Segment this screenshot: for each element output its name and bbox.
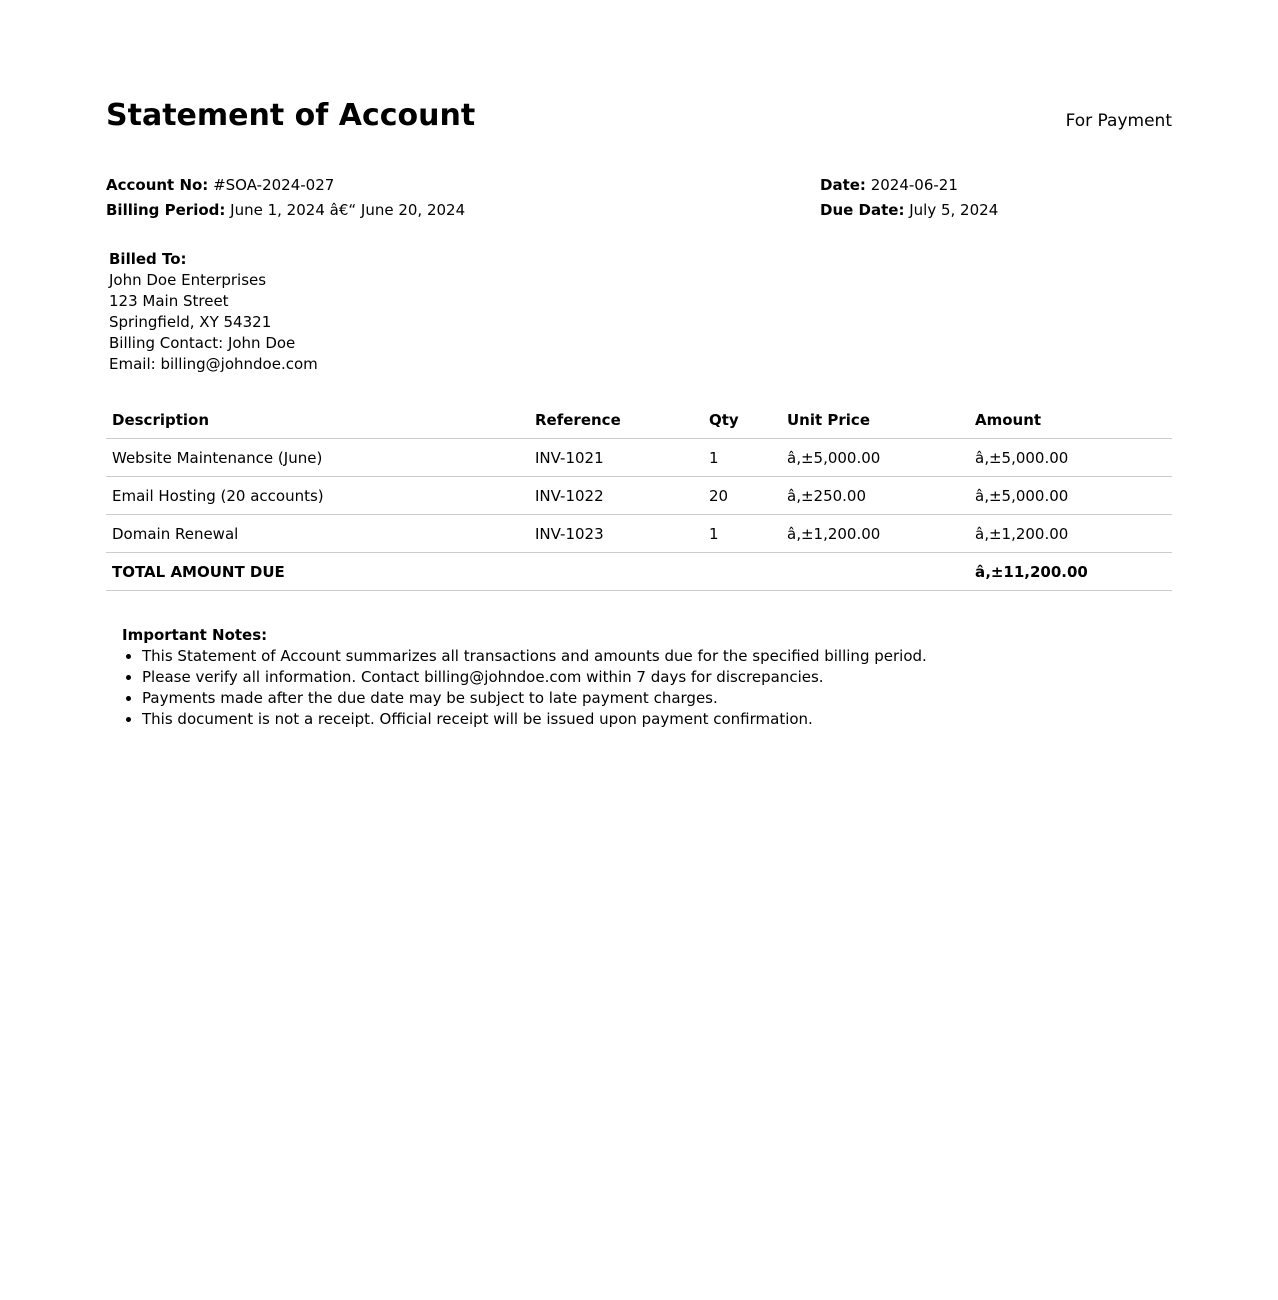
list-item: • This Statement of Account summarizes all transactions and amounts due for the specified billing period. — [142, 646, 927, 667]
billed-to-city: Springfield, XY 54321 — [109, 313, 272, 331]
list-item: • Payments made after the due date may be subject to late payment charges. — [142, 688, 927, 709]
account-meta-right — [820, 173, 998, 223]
column-header-reference: Reference — [529, 401, 703, 439]
cell-reference: INV-1023 — [529, 515, 703, 553]
table-row — [106, 439, 1172, 477]
notes-list — [122, 646, 927, 730]
table-row — [106, 515, 1172, 553]
cell-qty: 1 — [703, 515, 781, 553]
column-header-unit-price: Unit Price — [781, 401, 969, 439]
cell-qty: 1 — [703, 439, 781, 477]
list-item: • Please verify all information. Contact billing@johndoe.com within 7 days for discrepancies. — [142, 667, 927, 688]
date-label: Date: — [820, 176, 866, 194]
billed-to-email: Email: billing@johndoe.com — [109, 355, 318, 373]
list-item: • This document is not a receipt. Official receipt will be issued upon payment confirmation. — [142, 709, 927, 730]
line-items-table — [106, 401, 1172, 591]
cell-amount: â‚±1,200.00 — [969, 515, 1172, 553]
cell-description: Website Maintenance (June) — [106, 439, 529, 477]
date-value: 2024-06-21 — [870, 176, 958, 194]
cell-description: Domain Renewal — [106, 515, 529, 553]
notes-title: Important Notes: — [122, 626, 268, 644]
total-amount-due-label: TOTAL AMOUNT DUE — [106, 553, 969, 591]
column-header-description: Description — [106, 401, 529, 439]
account-meta-left — [106, 173, 465, 223]
date-row — [820, 173, 998, 198]
cell-reference: INV-1022 — [529, 477, 703, 515]
statement-header — [106, 0, 1172, 180]
table-row — [106, 477, 1172, 515]
cell-amount: â‚±5,000.00 — [969, 477, 1172, 515]
billed-to-company: John Doe Enterprises — [109, 271, 267, 289]
billing-period-row — [106, 198, 465, 223]
account-number-label: Account No: — [106, 176, 209, 194]
billing-period-label: Billing Period: — [106, 201, 226, 219]
status-label: For Payment — [1065, 111, 1172, 131]
cell-reference: INV-1021 — [529, 439, 703, 477]
column-header-qty: Qty — [703, 401, 781, 439]
cell-unit-price: â‚±5,000.00 — [781, 439, 969, 477]
billed-to-contact: Billing Contact: John Doe — [109, 334, 296, 352]
due-date-label: Due Date: — [820, 201, 905, 219]
statement-page — [106, 0, 1172, 728]
cell-amount: â‚±5,000.00 — [969, 439, 1172, 477]
column-header-amount: Amount — [969, 401, 1172, 439]
cell-description: Email Hosting (20 accounts) — [106, 477, 529, 515]
cell-unit-price: â‚±250.00 — [781, 477, 969, 515]
total-amount-due-value: â‚±11,200.00 — [969, 553, 1172, 591]
account-number-value: #SOA-2024-027 — [213, 176, 335, 194]
account-number-row — [106, 173, 465, 198]
billing-period-value: June 1, 2024 â€“ June 20, 2024 — [230, 201, 466, 219]
important-notes — [122, 625, 927, 730]
table-header-row — [106, 401, 1172, 439]
cell-unit-price: â‚±1,200.00 — [781, 515, 969, 553]
billed-to-label: Billed To: — [109, 250, 187, 268]
total-row — [106, 553, 1172, 591]
billed-to-block — [109, 249, 318, 375]
cell-qty: 20 — [703, 477, 781, 515]
due-date-row — [820, 198, 998, 223]
billed-to-street: 123 Main Street — [109, 292, 229, 310]
page-title: Statement of Account — [106, 98, 476, 133]
due-date-value: July 5, 2024 — [909, 201, 999, 219]
